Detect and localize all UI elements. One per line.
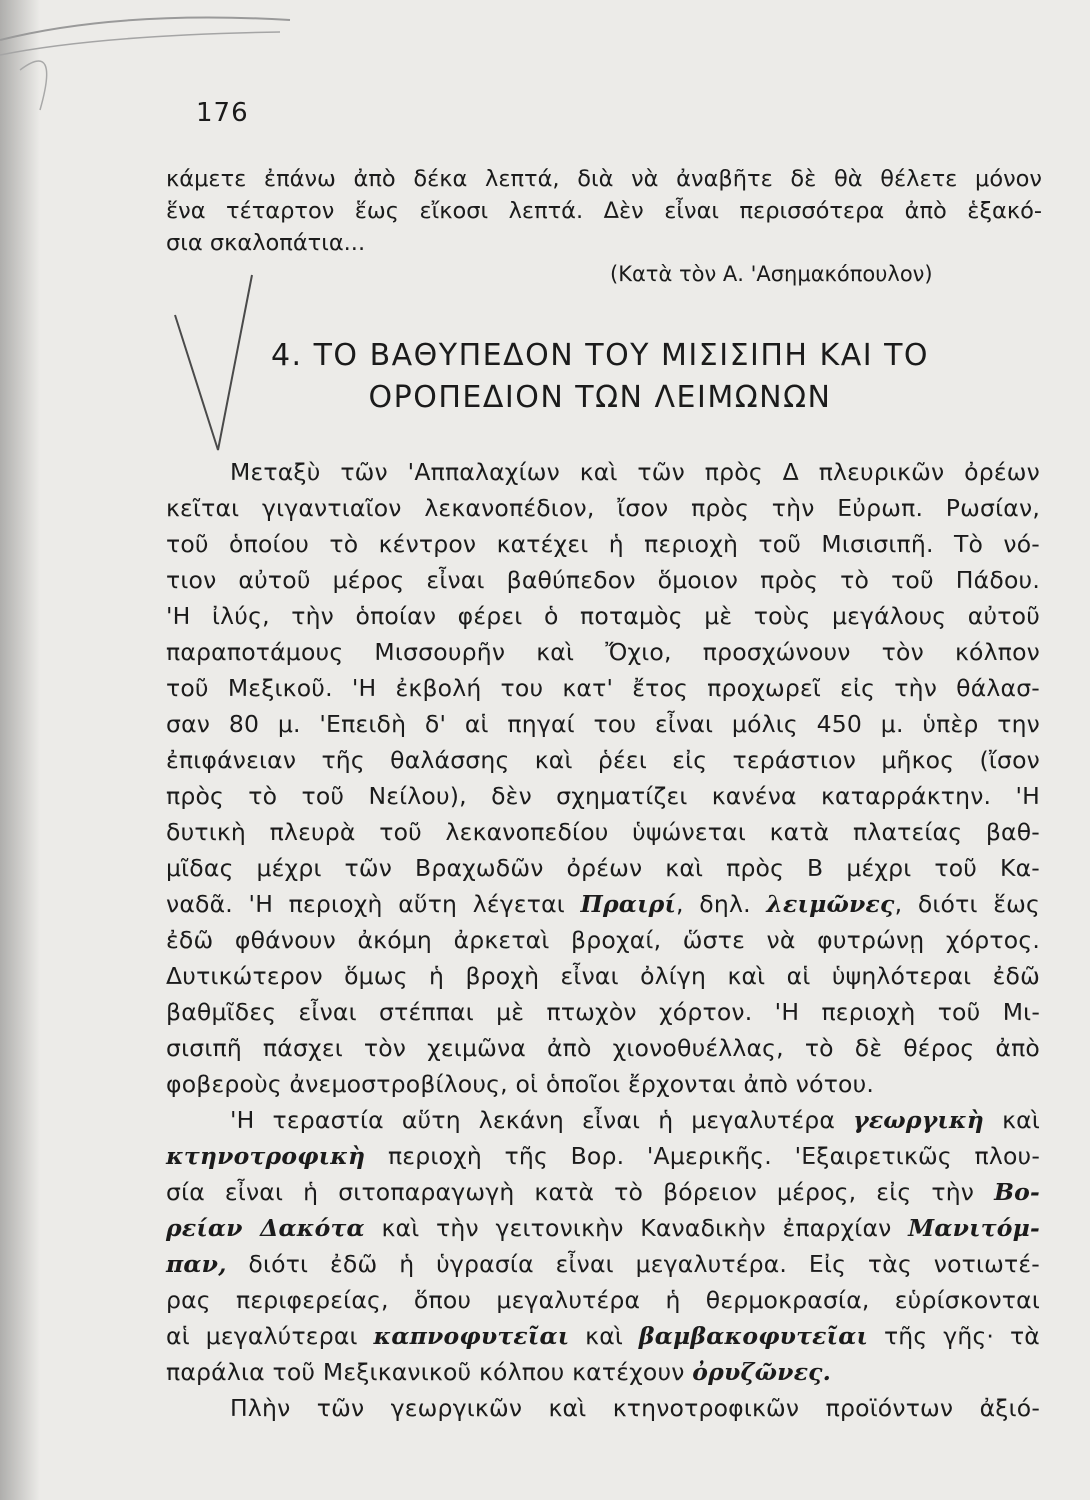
term-manitoba: παν, xyxy=(166,1250,227,1278)
text-line: τοῦ ὁποίου τὸ κέντρον κατέχει ἡ περιοχὴ τοῦ Μισισιπῆ. Τὸ νό- xyxy=(166,530,1040,558)
text-line: σισιπῆ πάσχει τὸν χειμῶνα ἀπὸ χιονοθυέλλας, τὸ δὲ θέρος ἀπὸ xyxy=(166,1034,1040,1062)
text-line: τιον αὐτοῦ μέρος εἶναι βαθύπεδον ὅμοιον πρὸς τὸ τοῦ Πάδου. xyxy=(166,566,1040,594)
text-line: αἱ μεγαλύτεραι καπνοφυτεῖαι καὶ βαμβακοφυτεῖαι τῆς γῆς· τὰ xyxy=(166,1322,1040,1350)
text-line: μῖδας μέχρι τῶν Βραχωδῶν ὀρέων καὶ πρὸς Β μέχρι τοῦ Κα- xyxy=(166,854,1040,882)
text-line: φοβεροὺς ἀνεμοστροβίλους, οἱ ὁποῖοι ἔρχονται ἀπὸ νότου. xyxy=(166,1070,875,1098)
text-line: παραποτάμους Μισσουρῆν καὶ Ὄχιο, προσχώνουν τὸν κόλπον xyxy=(166,638,1040,666)
text-line: κάμετε ἐπάνω ἀπὸ δέκα λεπτά, διὰ νὰ ἀναβῆτε δὲ θὰ θέλετε μόνον xyxy=(166,166,1042,192)
term-tobacco: καπνοφυτεῖαι xyxy=(373,1322,570,1350)
text-line: ρας περιφερείας, ὅπου μεγαλυτέρα ἡ θερμοκρασία, εὑρίσκονται xyxy=(166,1286,1040,1314)
text-line: σαν 80 μ. 'Επειδὴ δ' αἱ πηγαί του εἶναι μόλις 450 μ. ὑπὲρ την xyxy=(166,710,1040,738)
section-heading-line-1: 4. ΤΟ ΒΑΘΥΠΕΔΟΝ ΤΟΥ ΜΙΣΙΣΙΠΗ ΚΑΙ ΤΟ xyxy=(270,338,930,373)
text-line: σία εἶναι ἡ σιτοπαραγωγὴ κατὰ τὸ βόρειον μέρος, εἰς τὴν Βο- xyxy=(166,1178,1040,1206)
section-heading-line-2: ΟΡΟΠΕΔΙΟΝ ΤΩΝ ΛΕΙΜΩΝΩΝ xyxy=(368,380,832,415)
term-north-dakota-part: Βο- xyxy=(994,1178,1040,1206)
text-line: ρείαν Δακότα καὶ τὴν γειτονικὴν Καναδικὴν ἐπαρχίαν Μανιτόμ- xyxy=(166,1214,1040,1242)
text-line: 'Η ἰλύς, τὴν ὁποίαν φέρει ὁ ποταμὸς μὲ τοὺς μεγάλους αὐτοῦ xyxy=(166,602,1040,630)
text-line: κτηνοτροφικὴ περιοχὴ τῆς Βορ. 'Αμερικῆς. 'Εξαιρετικῶς πλου- xyxy=(166,1142,1040,1170)
text-line: ἐδῶ φθάνουν ἀκόμη ἀρκεταὶ βροχαί, ὥστε νὰ φυτρώνῃ χόρτος. xyxy=(166,926,1040,954)
term-rice-fields: ὀρυζῶνες. xyxy=(692,1358,832,1386)
text-line: βαθμῖδες εἶναι στέππαι μὲ πτωχὸν χόρτον. 'Η περιοχὴ τοῦ Μι- xyxy=(166,998,1040,1026)
text-line: ἕνα τέταρτον ἕως εἴκοσι λεπτά. Δὲν εἶναι περισσότερα ἀπὸ ἑξακό- xyxy=(166,198,1042,224)
term-meadows: λειμῶνες xyxy=(766,890,895,918)
text-line: Μεταξὺ τῶν 'Αππαλαχίων καὶ τῶν πρὸς Δ πλευρικῶν ὀρέων xyxy=(230,458,1040,486)
term-agricultural: γεωργικὴ xyxy=(853,1106,985,1134)
text-line: πρὸς τὸ τοῦ Νείλου), δὲν σχηματίζει κανένα καταρράκτην. 'Η xyxy=(166,782,1040,810)
attribution: (Κατὰ τὸν Α. 'Ασημακόπουλον) xyxy=(610,262,933,286)
text-line: σια σκαλοπάτια... xyxy=(166,230,366,256)
text-line: Πλὴν τῶν γεωργικῶν καὶ κτηνοτροφικῶν προϊόντων ἀξιό- xyxy=(230,1394,1040,1422)
text-line: παν, διότι ἐδῶ ἡ ὑγρασία εἶναι μεγαλυτέρα. Εἰς τὰς νοτιωτέ- xyxy=(166,1250,1040,1278)
text-line: κεῖται γιγαντιαῖον λεκανοπέδιον, ἴσον πρὸς τὴν Εὐρωπ. Ρωσίαν, xyxy=(166,494,1040,522)
text-line: δυτικὴ πλευρὰ τοῦ λεκανοπεδίου ὑψώνεται κατὰ πλατείας βαθ- xyxy=(166,818,1040,846)
term-prairie: Πραιρί xyxy=(580,890,677,918)
term-cotton: βαμβακοφυτεῖαι xyxy=(638,1322,869,1350)
term-north-dakota: ρείαν Δακότα xyxy=(166,1214,365,1242)
pencil-scribble xyxy=(0,0,300,140)
text-line: παράλια τοῦ Μεξικανικοῦ κόλπου κατέχουν ὀρυζῶνες. xyxy=(166,1358,832,1386)
text-line: Δυτικώτερον ὅμως ἡ βροχὴ εἶναι ὀλίγη καὶ αἱ ὑψηλότεραι ἐδῶ xyxy=(166,962,1040,990)
term-livestock: κτηνοτροφικὴ xyxy=(166,1142,366,1170)
page-number: 176 xyxy=(196,98,249,128)
text-line: ἐπιφάνειαν τῆς θαλάσσης καὶ ῥέει εἰς τεράστιον μῆκος (ἴσον xyxy=(166,746,1040,774)
text-line: τοῦ Μεξικοῦ. 'Η ἐκβολή του κατ' ἔτος προχωρεῖ εἰς τὴν θάλασ- xyxy=(166,674,1040,702)
binding-shadow xyxy=(0,0,40,1500)
term-manitoba-part: Μανιτόμ- xyxy=(908,1214,1040,1242)
text-line: 'Η τεραστία αὕτη λεκάνη εἶναι ἡ μεγαλυτέρα γεωργικὴ καὶ xyxy=(230,1106,1040,1134)
text-line: ναδᾶ. 'Η περιοχὴ αὕτη λέγεται Πραιρί, δηλ. λειμῶνες, διότι ἕως xyxy=(166,890,1040,918)
